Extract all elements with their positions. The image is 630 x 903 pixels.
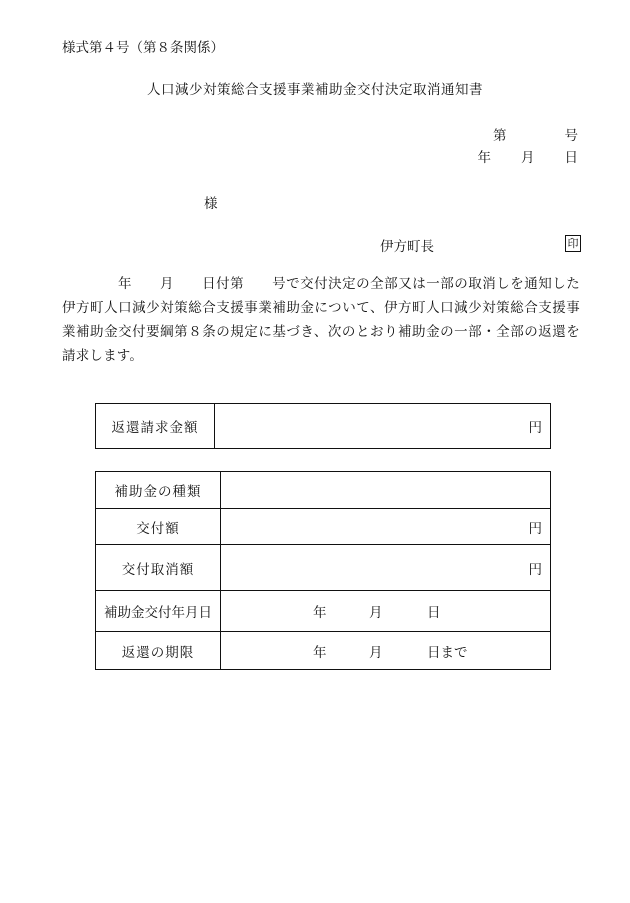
sender-name: 伊方町長 [380, 239, 434, 255]
refund-amount-cell[interactable] [215, 404, 551, 449]
body-paragraph: 年 月 日付第 号で交付決定の全部又は一部の取消しを通知した伊方町人口減少対策総合支援事業補助金について、伊方町人口減少対策総合支援事業補助金交付要綱第８条の規定に基づき、次のとおり補助金の一部・全部の返還を請求します。 [62, 276, 580, 364]
table-row [96, 632, 551, 670]
grant-date-cell[interactable] [221, 591, 551, 632]
subsidy-type-cell[interactable] [221, 472, 551, 509]
seal-stamp-box: 印 [565, 235, 581, 252]
refund-amount-unit: 円 [528, 420, 542, 436]
date-day: 日 [564, 150, 578, 166]
form-number: 様式第４号（第８条関係） [62, 40, 224, 56]
number-suffix: 号 [564, 128, 578, 144]
document-date-line [478, 146, 579, 166]
cancel-amount-label: 交付取消額 [96, 545, 221, 591]
deadline-day: 日まで [427, 644, 468, 661]
subsidy-type-label: 補助金の種類 [96, 472, 221, 509]
cancel-amount-unit: 円 [528, 561, 542, 578]
date-month: 月 [521, 150, 535, 166]
refund-deadline-cell[interactable] [221, 632, 551, 670]
grant-date-day: 日 [427, 605, 441, 621]
grant-amount-label: 交付額 [96, 509, 221, 545]
number-prefix: 第 [493, 128, 507, 144]
table-row [96, 545, 551, 591]
grant-date-year: 年 [313, 605, 327, 621]
grant-date-label: 補助金交付年月日 [96, 591, 221, 632]
refund-amount-table [95, 403, 551, 449]
addressee-honorific: 様 [204, 196, 218, 212]
table-row [96, 591, 551, 632]
subsidy-detail-table [95, 471, 551, 670]
refund-amount-label: 返還請求金額 [96, 404, 215, 449]
date-year: 年 [477, 150, 491, 166]
grant-date-month: 月 [369, 605, 383, 621]
deadline-month: 月 [369, 644, 383, 661]
table-row [96, 509, 551, 545]
table-row [96, 472, 551, 509]
document-title: 人口減少対策総合支援事業補助金交付決定取消通知書 [147, 82, 483, 98]
document-number-line [493, 124, 578, 144]
grant-amount-cell[interactable] [221, 509, 551, 545]
grant-amount-unit: 円 [528, 520, 542, 537]
cancel-amount-cell[interactable] [221, 545, 551, 591]
table-row [96, 404, 551, 449]
deadline-year: 年 [313, 644, 327, 661]
refund-deadline-label: 返還の期限 [96, 632, 221, 670]
